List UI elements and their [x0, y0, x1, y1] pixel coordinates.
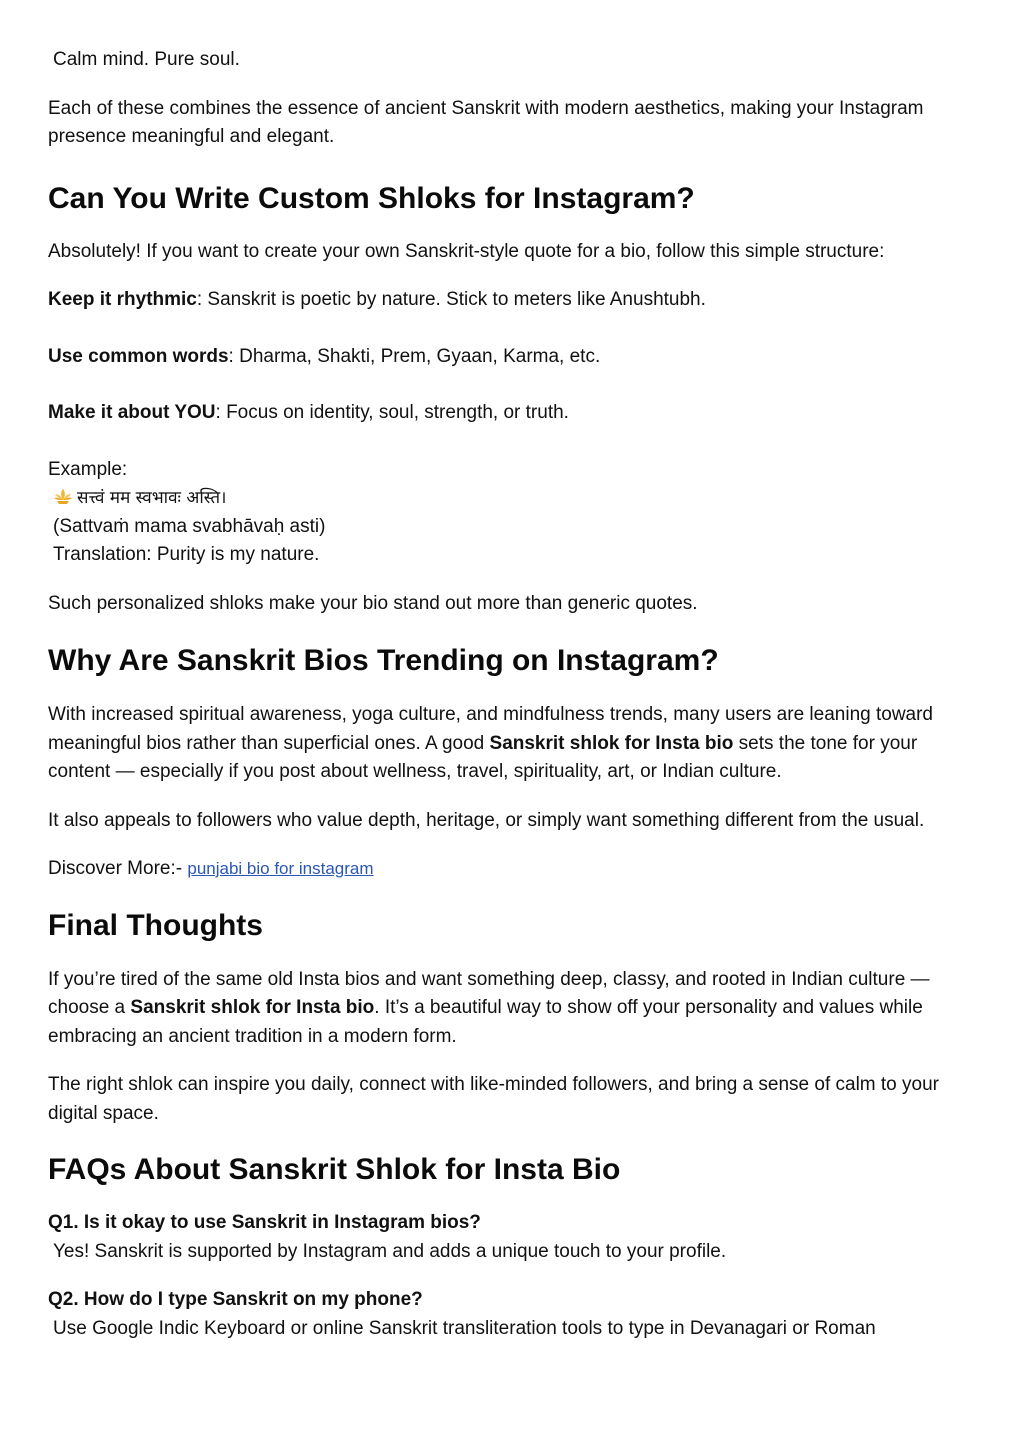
tip-text: : Dharma, Shakti, Prem, Gyaan, Karma, etc. [228, 345, 601, 367]
summary-paragraph: Each of these combines the essence of ancient Sanskrit with modern aesthetics, making your Instagram presence meaningful and elegant. [48, 97, 924, 147]
example-shlok: सत्त्वं मम स्वभावः अस्ति। [77, 488, 227, 508]
keyword-bold: Sanskrit shlok for Insta bio [130, 997, 375, 1018]
tip-item [48, 399, 976, 428]
trend-text: With increased spiritual awareness, yoga culture, and mindfulness trends, many users are leaning toward meaningful bios rather than superficial ones. A good [48, 704, 934, 754]
faq-answer: Yes! Sanskrit is supported by Instagram and adds a unique touch to your profile. [53, 1240, 727, 1262]
final-text: If you’re tired of the same old Insta bios and want something deep, classy, and rooted in Indian culture — choose a [48, 968, 930, 1018]
example-translation: Translation: Purity is my nature. [53, 544, 320, 565]
custom-closing-paragraph: Such personalized shloks make your bio stand out more than generic quotes. [48, 592, 698, 614]
trend-paragraph [48, 701, 976, 787]
tip-term: Keep it rhythmic [48, 289, 197, 310]
heading-faqs: FAQs About Sanskrit Shlok for Insta Bio [48, 1153, 621, 1186]
example-shlok-line [48, 484, 976, 513]
faq-question-text: Q2. How do I type Sanskrit on my phone? [48, 1289, 423, 1310]
example-label: Example: [48, 458, 128, 480]
faq-answer: Use Google Indic Keyboard or online Sanskrit transliteration tools to type in Devanagari or Roman [53, 1317, 876, 1339]
tip-term: Make it about YOU [48, 402, 216, 423]
faq-question [48, 1286, 976, 1315]
trend-text: sets the tone for your content — especially if you post about wellness, travel, spirituality, art, or Indian culture. [48, 732, 918, 782]
faq-question-text: Q1. Is it okay to use Sanskrit in Instagram bios? [48, 1212, 481, 1233]
final-paragraph-2: The right shlok can inspire you daily, connect with like-minded followers, and bring a sense of calm to your digital space. [48, 1074, 939, 1124]
tip-item [48, 286, 976, 315]
closing-line: Calm mind. Pure soul. [53, 49, 240, 70]
final-paragraph [48, 966, 976, 1052]
heading-final-thoughts: Final Thoughts [48, 908, 263, 942]
final-text: . It’s a beautiful way to show off your personality and values while embracing an ancient tradition in a modern form. [48, 997, 923, 1047]
example-transliteration: (Sattvaṁ mama svabhāvaḥ asti) [53, 515, 326, 537]
trend-paragraph-2: It also appeals to followers who value depth, heritage, or simply want something different from the usual. [48, 809, 925, 831]
discover-more [48, 855, 976, 884]
discover-label: Discover More:- [48, 858, 188, 879]
tip-term: Use common words [48, 345, 229, 367]
tip-item [48, 343, 976, 372]
heading-custom-shloks: Can You Write Custom Shloks for Instagram? [48, 181, 695, 215]
tip-text: : Sanskrit is poetic by nature. Stick to meters like Anushtubh. [196, 289, 706, 310]
custom-lead-paragraph: Absolutely! If you want to create your own Sanskrit-style quote for a bio, follow this simple structure: [48, 240, 885, 262]
keyword-bold: Sanskrit shlok for Insta bio [489, 732, 734, 754]
faq-question [48, 1209, 976, 1238]
lotus-icon [53, 488, 73, 505]
heading-trending: Why Are Sanskrit Bios Trending on Instagram? [48, 644, 719, 677]
tip-text: : Focus on identity, soul, strength, or truth. [215, 402, 569, 423]
punjabi-bio-link[interactable]: punjabi bio for instagram [187, 859, 374, 878]
